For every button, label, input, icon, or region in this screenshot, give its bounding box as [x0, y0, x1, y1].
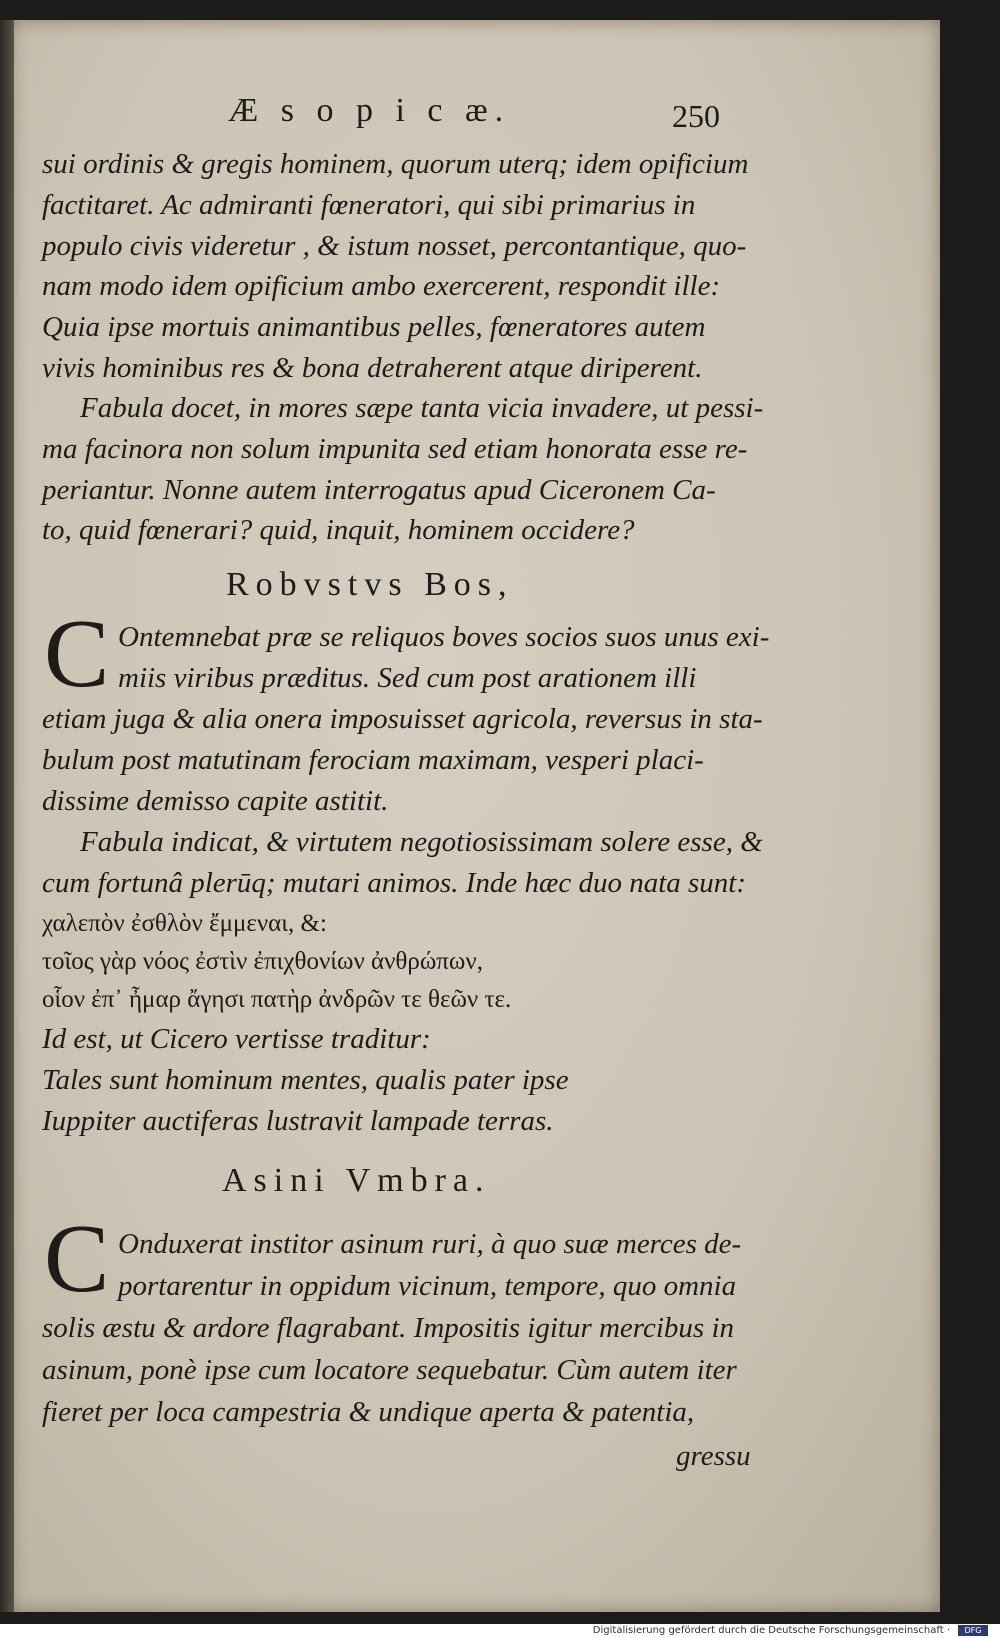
text-line: etiam juga & alia onera imposuisset agricola, reversus in sta- [42, 703, 763, 735]
verse-line: Id est, ut Cicero vertisse traditur: [42, 1023, 431, 1055]
text-line: miis viribus præditus. Sed cum post arationem illi [118, 662, 697, 694]
dfg-logo-icon: DFG [958, 1625, 988, 1636]
text-line: asinum, ponè ipse cum locatore sequebatur. Cùm autem iter [42, 1354, 737, 1386]
running-head: Æ s o p i c æ. [228, 92, 511, 129]
text-line: portarentur in oppidum vicinum, tempore, quo omnia [118, 1270, 737, 1302]
greek-line: χαλεπὸν ἐσθλὸν ἔμμεναι, &: [42, 910, 327, 937]
greek-line: οἷον ἐπ᾽ ἦμαρ ἄγησι πατὴρ ἀνδρῶν τε θεῶν τε. [42, 986, 512, 1013]
moral-line: periantur. Nonne autem interrogatus apud Ciceronem Ca- [42, 474, 716, 506]
catchword: gressu [676, 1440, 751, 1472]
moral-line: cum fortunâ plerūq; mutari animos. Inde hæc duo nata sunt: [42, 867, 747, 899]
text-line: populo civis videretur , & istum nosset, percontantique, quo- [42, 230, 747, 262]
text-line: Onduxerat institor asinum ruri, à quo suæ merces de- [118, 1228, 742, 1260]
greek-line: τοῖος γὰρ νόος ἐστὶν ἐπιχθονίων ἀνθρώπων, [42, 948, 483, 975]
text-line: Quia ipse mortuis animantibus pelles, fœneratores autem [42, 311, 706, 343]
text-line: solis æstu & ardore flagrabant. Impositis igitur mercibus in [42, 1312, 735, 1344]
moral-line: ma facinora non solum impunita sed etiam honorata esse re- [42, 433, 748, 465]
text-line: bulum post matutinam ferociam maximam, vesperi placi- [42, 744, 704, 776]
text-line: vivis hominibus res & bona detraherent atque diriperent. [42, 352, 703, 384]
page-gutter [0, 20, 14, 1612]
text-line: sui ordinis & gregis hominem, quorum uterq; idem opificium [42, 148, 749, 180]
moral-line: to, quid fœnerari? quid, inquit, hominem occidere? [42, 514, 635, 546]
text-line: factitaret. Ac admiranti fœneratori, qui sibi primarius in [42, 189, 696, 221]
text-line: dissime demisso capite astitit. [42, 785, 389, 817]
footer-credit: Digitalisierung gefördert durch die Deutsche Forschungsgemeinschaft · [592, 1625, 950, 1636]
drop-cap: C [44, 1205, 110, 1313]
page-number: 250 [672, 98, 720, 134]
digitization-footer [0, 1624, 1000, 1638]
moral-line: Fabula docet, in mores sæpe tanta vicia invadere, ut pessi- [80, 392, 764, 424]
verse-line: Tales sunt hominum mentes, qualis pater ipse [42, 1064, 569, 1096]
text-line: fieret per loca campestria & undique aperta & patentia, [42, 1396, 695, 1428]
text-line: nam modo idem opificium ambo exercerent, respondit ille: [42, 270, 721, 302]
verse-line: Iuppiter auctiferas lustravit lampade terras. [42, 1105, 554, 1137]
drop-cap: C [44, 600, 110, 708]
fable-title: Asini Vmbra. [222, 1162, 491, 1199]
fable-title: Robvstvs Bos, [226, 566, 514, 603]
moral-line: Fabula indicat, & virtutem negotiosissimam solere esse, & [80, 826, 763, 858]
text-line: Ontemnebat præ se reliquos boves socios suos unus exi- [118, 621, 770, 653]
